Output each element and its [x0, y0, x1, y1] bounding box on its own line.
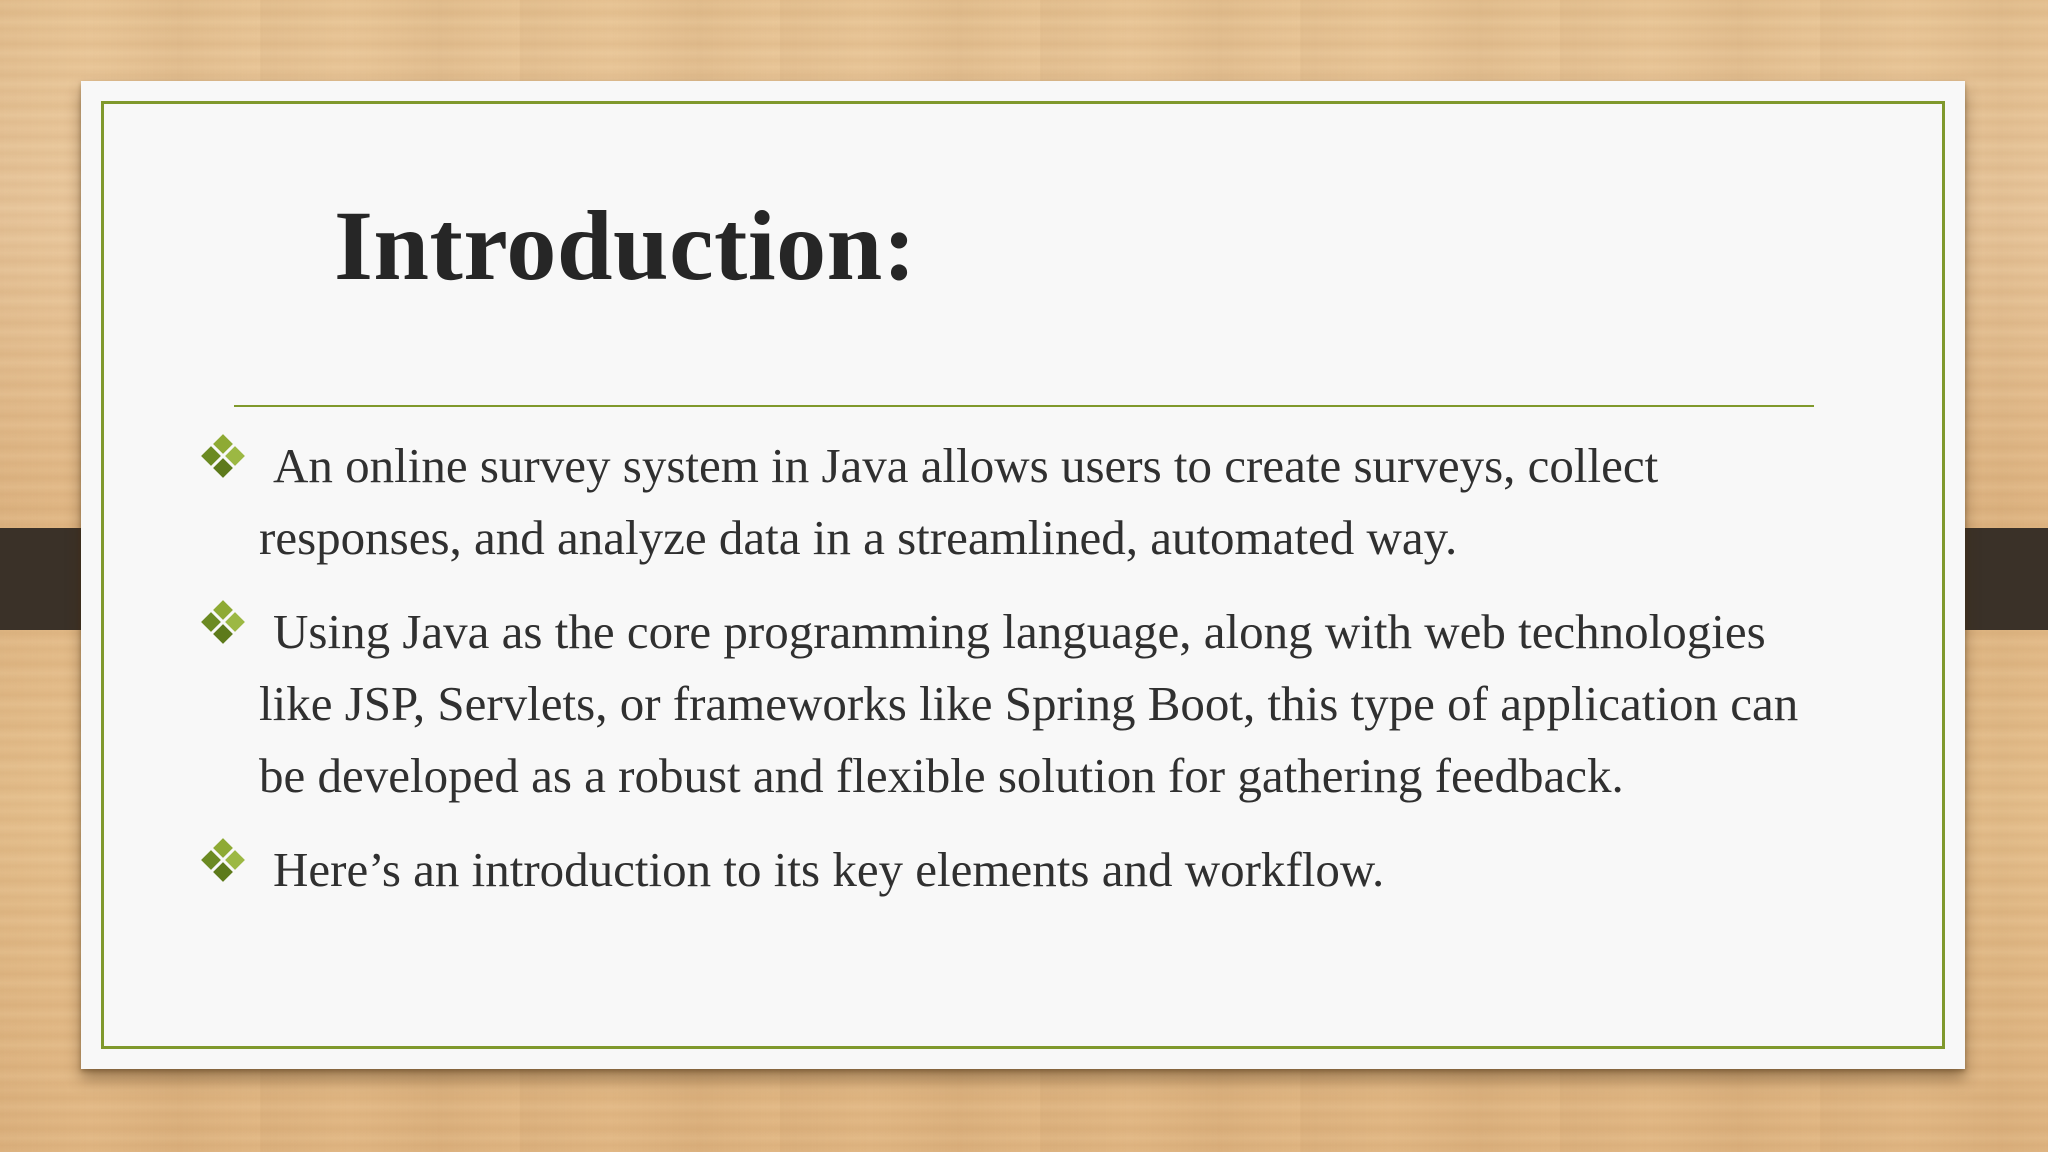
slide-title: Introduction: [334, 190, 917, 301]
diamond-cluster-bullet-icon [199, 600, 247, 648]
bullet-list [245, 430, 1805, 928]
bullet-item [245, 596, 1805, 812]
bullet-item [245, 834, 1805, 906]
bullet-text: Here’s an introduction to its key elements and workflow. [273, 842, 1385, 897]
bullet-text: An online survey system in Java allows users to create surveys, collect responses, and analyze data in a streamlined, automated way. [259, 438, 1659, 565]
diamond-cluster-bullet-icon [199, 434, 247, 482]
bullet-item [245, 430, 1805, 574]
bullet-text: Using Java as the core programming language, along with web technologies like JSP, Servlets, or frameworks like Spring Boot, this type of application can be developed as a robust and flexible solution for gathering feedback. [259, 604, 1799, 803]
title-divider [234, 405, 1814, 407]
diamond-cluster-bullet-icon [199, 838, 247, 886]
